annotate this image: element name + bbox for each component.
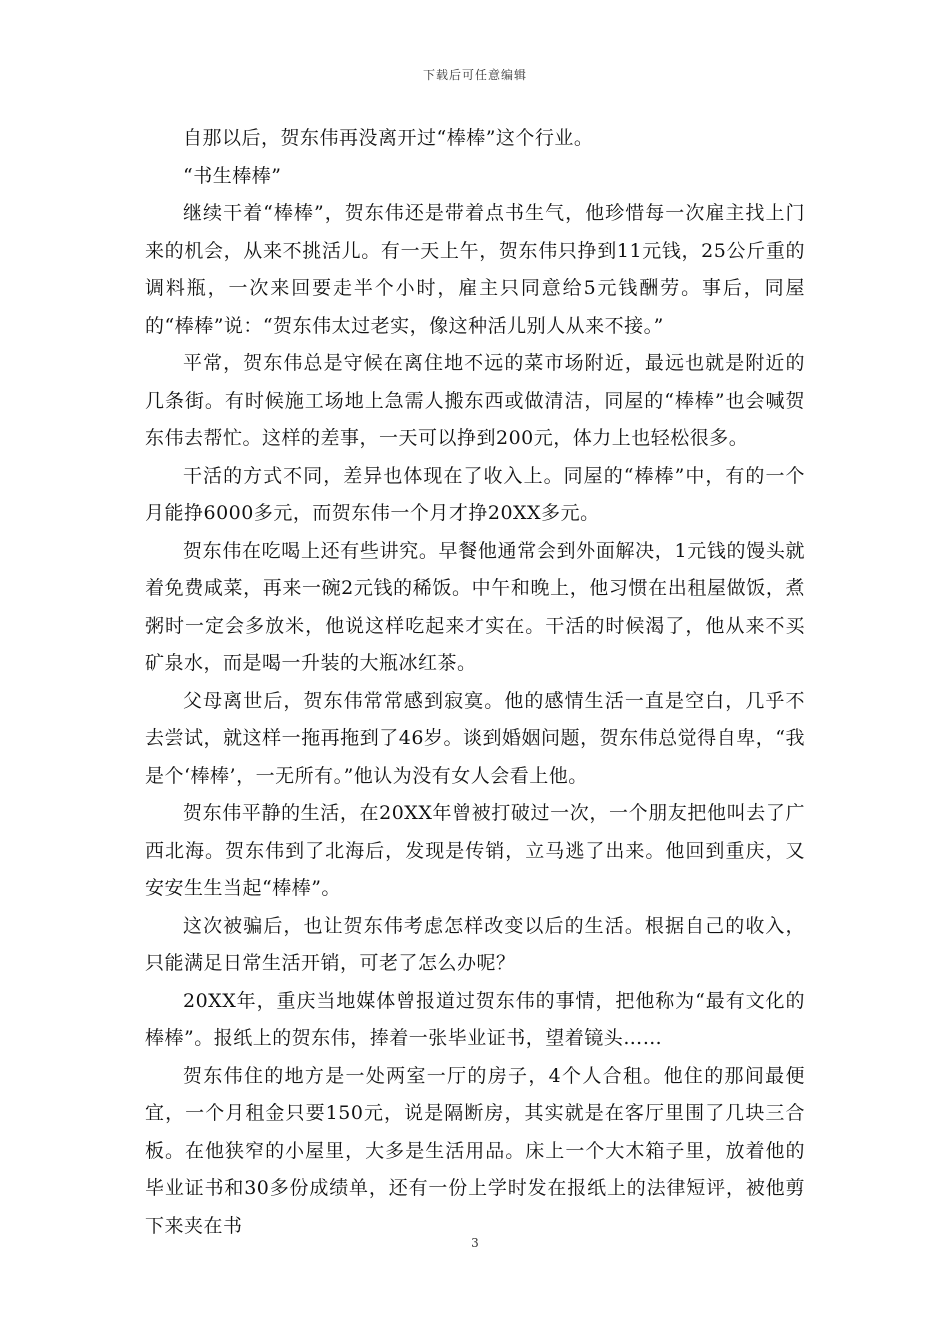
paragraph: 自那以后，贺东伟再没离开过“棒棒”这个行业。 bbox=[183, 127, 594, 149]
paragraph: 干活的方式不同，差异也体现在了收入上。同屋的“棒棒”中，有的一个月能挣6000多元，而贺东伟一个月才挣20XX多元。 bbox=[145, 464, 805, 524]
page-header: 下载后可任意编辑 bbox=[422, 68, 527, 82]
page-number: 3 bbox=[471, 1236, 479, 1250]
paragraph: 贺东伟在吃喝上还有些讲究。早餐他通常会到外面解决，1元钱的馒头就着免费咸菜，再来一碗2元钱的稀饭。中午和晚上，他习惯在出租屋做饭，煮粥时一定会多放米，他说这样吃起来才实在。干活的时候渴了，他从来不买矿泉水，而是喝一升装的大瓶冰红茶。 bbox=[145, 539, 805, 674]
paragraph: 这次被骗后，也让贺东伟考虑怎样改变以后的生活。根据自己的收入，只能满足日常生活开销，可老了怎么办呢？ bbox=[145, 914, 805, 974]
paragraph: 平常，贺东伟总是守候在离住地不远的菜市场附近，最远也就是附近的几条街。有时候施工场地上急需人搬东西或做清洁，同屋的“棒棒”也会喊贺东伟去帮忙。这样的差事，一天可以挣到200元，体力上也轻松很多。 bbox=[145, 352, 805, 449]
section-heading: “书生棒棒” bbox=[183, 164, 282, 187]
paragraph: 父母离世后，贺东伟常常感到寂寞。他的感情生活一直是空白，几乎不去尝试，就这样一拖再拖到了46岁。谈到婚姻问题，贺东伟总觉得自卑，“我是个‘棒棒’，一无所有。”他认为没有女人会看上他。 bbox=[145, 689, 805, 787]
paragraph: 贺东伟平静的生活，在20XX年曾被打破过一次，一个朋友把他叫去了广西北海。贺东伟到了北海后，发现是传销，立马逃了出来。他回到重庆，又安安生生当起“棒棒”。 bbox=[145, 802, 805, 899]
paragraph: 贺东伟住的地方是一处两室一厅的房子，4个人合租。他住的那间最便宜，一个月租金只要150元，说是隔断房，其实就是在客厅里围了几块三合板。在他狭窄的小屋里，大多是生活用品。床上一个大木箱子里，放着他的毕业证书和30多份成绩单，还有一份上学时发在报纸上的法律短评，被他剪下来夹在书 bbox=[145, 1064, 805, 1237]
paragraph: 20XX年，重庆当地媒体曾报道过贺东伟的事情，把他称为“最有文化的棒棒”。报纸上的贺东伟，捧着一张毕业证书，望着镜头…… bbox=[145, 989, 805, 1049]
document-body bbox=[145, 120, 805, 1245]
paragraph: 继续干着“棒棒”，贺东伟还是带着点书生气，他珍惜每一次雇主找上门来的机会，从来不挑活儿。有一天上午，贺东伟只挣到11元钱，25公斤重的调料瓶，一次来回要走半个小时，雇主只同意给5元钱酬劳。事后，同屋的“棒棒”说：“贺东伟太过老实，像这种活儿别人从来不接。” bbox=[145, 202, 805, 337]
